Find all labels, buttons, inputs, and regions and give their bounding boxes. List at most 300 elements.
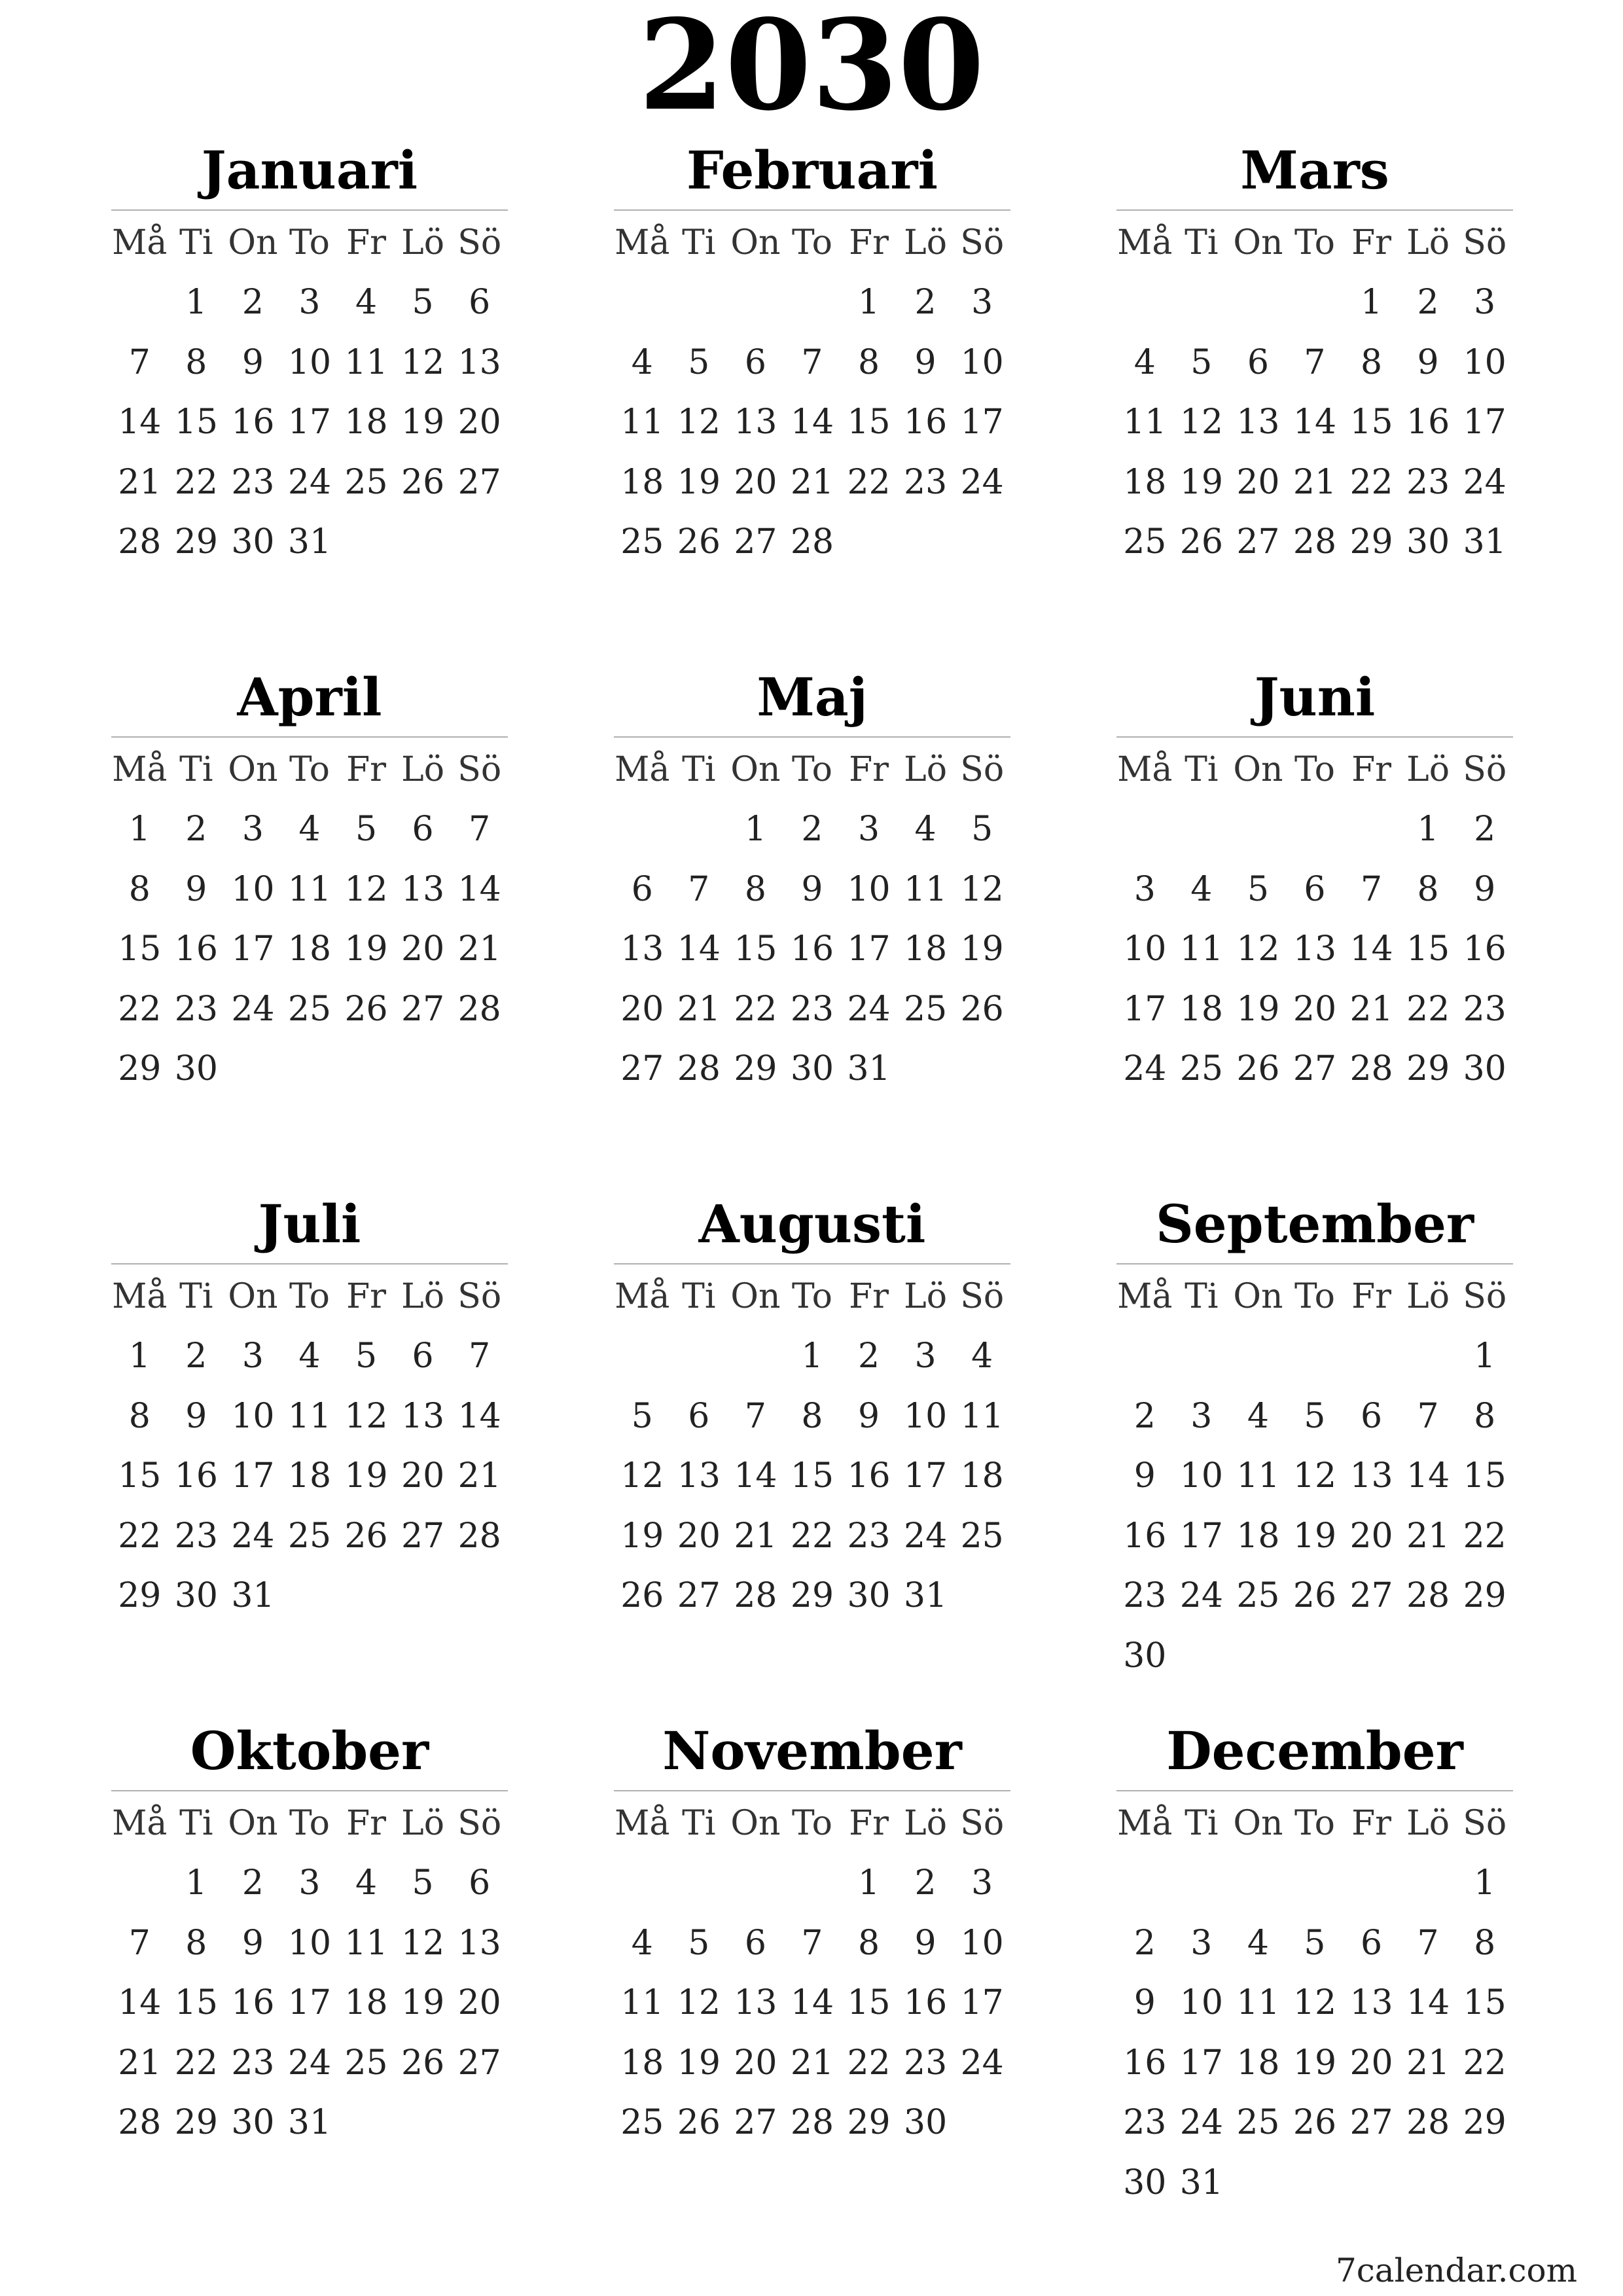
month-divider: [614, 1790, 1010, 1791]
day-cell: 2: [857, 1336, 880, 1376]
day-cell: 16: [174, 1456, 218, 1496]
day-cell: 15: [174, 1983, 218, 2023]
day-cell: 20: [401, 1456, 445, 1496]
day-cell: 13: [401, 1396, 445, 1436]
day-cell: 19: [344, 929, 388, 969]
day-cell: 26: [960, 989, 1004, 1029]
empty-day-cell: [727, 1854, 784, 1914]
day-cell: 12: [401, 342, 445, 382]
month-calendar-table: [614, 213, 1010, 572]
day-cell: 20: [1349, 2043, 1393, 2083]
day-cell: 15: [1349, 403, 1393, 442]
day-cell: 21: [118, 2043, 162, 2083]
day-cell: 20: [1349, 1516, 1393, 1556]
empty-day-cell: [338, 1566, 395, 1626]
empty-day-cell: [1343, 800, 1400, 860]
day-cell: 18: [620, 462, 664, 502]
day-cell: 8: [128, 869, 151, 909]
week-row: [614, 332, 1010, 393]
day-cell: 14: [1293, 403, 1337, 442]
day-cell: 30: [790, 1049, 834, 1089]
week-row: [111, 1327, 508, 1387]
day-cell: 20: [1293, 989, 1337, 1029]
day-cell: 5: [688, 342, 710, 382]
day-cell: 7: [1417, 1396, 1439, 1436]
week-row: [111, 1913, 508, 1973]
day-cell: 6: [412, 810, 434, 850]
day-cell: 24: [960, 462, 1004, 502]
empty-day-cell: [1116, 1854, 1173, 1914]
day-cell: 28: [1349, 1049, 1393, 1089]
day-cell: 19: [1293, 2043, 1337, 2083]
week-row: [614, 1913, 1010, 1973]
weekday-label: To: [791, 223, 832, 262]
weekday-label: Må: [1117, 749, 1173, 789]
day-cell: 7: [801, 342, 823, 382]
month-name: Januari: [201, 139, 418, 201]
month-divider: [1116, 736, 1513, 738]
day-cell: 11: [1179, 929, 1223, 969]
day-cell: 4: [355, 1863, 378, 1903]
day-cell: 20: [677, 1516, 721, 1556]
empty-day-cell: [614, 1327, 671, 1387]
day-cell: 15: [1406, 929, 1450, 969]
day-cell: 9: [185, 1396, 207, 1436]
week-row: [111, 1506, 508, 1566]
day-cell: 13: [734, 403, 777, 442]
day-cell: 12: [344, 869, 388, 909]
month-divider: [111, 1790, 508, 1791]
weekday-label: Ti: [179, 1803, 213, 1843]
empty-day-cell: [1173, 1327, 1230, 1387]
day-cell: 31: [847, 1049, 891, 1089]
weekday-label: Lö: [401, 223, 445, 262]
empty-day-cell: [1343, 1854, 1400, 1914]
empty-day-cell: [451, 1039, 508, 1100]
day-cell: 16: [1123, 1516, 1167, 1556]
week-row: [614, 1446, 1010, 1507]
weekday-label: Lö: [401, 1803, 445, 1843]
day-cell: 2: [801, 810, 823, 850]
day-cell: 6: [688, 1396, 710, 1436]
day-cell: 26: [401, 2043, 445, 2083]
week-row: [111, 859, 508, 920]
day-cell: 2: [914, 283, 936, 323]
week-row: [111, 1973, 508, 2034]
day-cell: 3: [241, 1336, 264, 1376]
week-row: [614, 1854, 1010, 1914]
week-row: [614, 859, 1010, 920]
day-cell: 4: [298, 810, 321, 850]
day-cell: 11: [344, 342, 388, 382]
day-cell: 14: [1406, 1456, 1450, 1496]
week-row: [111, 2093, 508, 2153]
day-cell: 5: [412, 283, 434, 323]
day-cell: 17: [231, 929, 275, 969]
day-cell: 15: [847, 1983, 891, 2023]
day-cell: 31: [904, 1576, 948, 1616]
day-cell: 1: [128, 810, 151, 850]
empty-day-cell: [281, 1039, 338, 1100]
day-cell: 27: [734, 522, 777, 562]
day-cell: 14: [457, 1396, 501, 1436]
month-divider: [614, 1263, 1010, 1265]
day-cell: 5: [1247, 869, 1269, 909]
day-cell: 20: [1236, 462, 1280, 502]
month-calendar-table: [1116, 1793, 1513, 2213]
day-cell: 16: [174, 929, 218, 969]
weekday-label: Må: [615, 223, 670, 262]
empty-day-cell: [954, 1566, 1010, 1626]
weekday-label: On: [730, 223, 781, 262]
year-title: 2030: [638, 0, 985, 138]
empty-day-cell: [954, 512, 1010, 573]
month-name: April: [237, 666, 382, 728]
week-row: [111, 1854, 508, 1914]
month-divider: [111, 209, 508, 211]
day-cell: 11: [287, 1396, 332, 1436]
day-cell: 18: [1236, 2043, 1280, 2083]
weekday-label: Sö: [1463, 1803, 1507, 1843]
empty-day-cell: [1343, 1626, 1400, 1686]
day-cell: 14: [790, 403, 834, 442]
empty-day-cell: [954, 1039, 1010, 1100]
week-row: [1116, 1854, 1513, 1914]
week-row: [614, 800, 1010, 860]
day-cell: 24: [1123, 1049, 1167, 1089]
empty-day-cell: [1230, 1327, 1287, 1387]
day-cell: 6: [744, 342, 766, 382]
empty-day-cell: [671, 1327, 728, 1387]
day-cell: 17: [1463, 403, 1507, 442]
empty-day-cell: [784, 273, 841, 333]
day-cell: 10: [904, 1396, 948, 1436]
week-row: [614, 1566, 1010, 1626]
day-cell: 16: [904, 1983, 948, 2023]
weekday-label: Ti: [682, 1803, 716, 1843]
day-cell: 23: [790, 989, 834, 1029]
day-cell: 8: [1417, 869, 1439, 909]
day-cell: 7: [469, 810, 491, 850]
day-cell: 24: [960, 2043, 1004, 2083]
day-cell: 28: [118, 522, 162, 562]
day-cell: 19: [1236, 989, 1280, 1029]
week-row: [614, 452, 1010, 512]
day-cell: 6: [412, 1336, 434, 1376]
day-cell: 25: [620, 2103, 664, 2143]
weekday-label: Sö: [960, 223, 1005, 262]
day-cell: 11: [287, 869, 332, 909]
month-name: November: [662, 1720, 962, 1782]
day-cell: 18: [1179, 989, 1223, 1029]
day-cell: 24: [287, 2043, 332, 2083]
weekday-label: On: [1233, 1803, 1283, 1843]
month-name: Juni: [1254, 666, 1376, 728]
day-cell: 28: [457, 1516, 501, 1556]
weekday-label: Må: [112, 223, 168, 262]
weekday-label: Må: [112, 1276, 168, 1316]
day-cell: 10: [231, 869, 275, 909]
empty-day-cell: [1287, 1327, 1344, 1387]
week-row: [614, 1386, 1010, 1446]
weekday-label: Fr: [346, 1276, 386, 1316]
day-cell: 23: [1123, 1576, 1167, 1616]
empty-day-cell: [614, 1854, 671, 1914]
day-cell: 11: [620, 403, 664, 442]
week-row: [111, 1386, 508, 1446]
day-cell: 29: [1463, 1576, 1507, 1616]
day-cell: 8: [857, 1923, 880, 1963]
day-cell: 24: [287, 462, 332, 502]
day-cell: 27: [1349, 1576, 1393, 1616]
day-cell: 25: [344, 462, 388, 502]
weekday-label: Fr: [1351, 1276, 1391, 1316]
weekday-label: To: [1294, 749, 1335, 789]
day-cell: 6: [469, 283, 491, 323]
weekday-label: Sö: [1463, 749, 1507, 789]
week-row: [111, 332, 508, 393]
day-cell: 14: [734, 1456, 777, 1496]
month-calendar-table: [1116, 740, 1513, 1099]
day-cell: 4: [971, 1336, 993, 1376]
day-cell: 27: [457, 2043, 501, 2083]
day-cell: 14: [677, 929, 721, 969]
day-cell: 19: [677, 2043, 721, 2083]
day-cell: 19: [1293, 1516, 1337, 1556]
day-cell: 14: [118, 403, 162, 442]
day-cell: 25: [620, 522, 664, 562]
day-cell: 14: [1406, 1983, 1450, 2023]
week-row: [111, 1039, 508, 1100]
empty-day-cell: [395, 1039, 452, 1100]
weekday-label: Lö: [1406, 1803, 1450, 1843]
day-cell: 29: [174, 522, 218, 562]
day-cell: 24: [1179, 2103, 1223, 2143]
month-divider: [1116, 1263, 1513, 1265]
day-cell: 5: [1304, 1396, 1326, 1436]
week-row: [1116, 1386, 1513, 1446]
weekday-label: On: [1233, 749, 1283, 789]
day-cell: 22: [734, 989, 777, 1029]
week-row: [111, 393, 508, 453]
day-cell: 9: [801, 869, 823, 909]
week-row: [1116, 332, 1513, 393]
day-cell: 15: [174, 403, 218, 442]
day-cell: 3: [1190, 1923, 1213, 1963]
day-cell: 3: [971, 283, 993, 323]
empty-day-cell: [614, 800, 671, 860]
week-row: [614, 2093, 1010, 2153]
day-cell: 13: [1236, 403, 1280, 442]
day-cell: 18: [1236, 1516, 1280, 1556]
day-cell: 23: [847, 1516, 891, 1556]
day-cell: 2: [185, 810, 207, 850]
week-row: [614, 979, 1010, 1039]
empty-day-cell: [1287, 2153, 1344, 2213]
weekday-header-row: [614, 213, 1010, 273]
empty-day-cell: [727, 1327, 784, 1387]
day-cell: 4: [355, 283, 378, 323]
day-cell: 30: [1123, 2162, 1167, 2202]
day-cell: 14: [457, 869, 501, 909]
day-cell: 14: [790, 1983, 834, 2023]
day-cell: 20: [734, 462, 777, 502]
weekday-label: Lö: [1406, 749, 1450, 789]
weekday-label: On: [228, 749, 278, 789]
day-cell: 19: [401, 403, 445, 442]
day-cell: 30: [847, 1576, 891, 1616]
day-cell: 10: [1123, 929, 1167, 969]
day-cell: 5: [355, 1336, 378, 1376]
day-cell: 1: [1360, 283, 1383, 323]
weekday-label: On: [1233, 223, 1283, 262]
day-cell: 27: [620, 1049, 664, 1089]
month-name: Februari: [687, 139, 938, 201]
empty-day-cell: [1230, 1854, 1287, 1914]
day-cell: 1: [857, 1863, 880, 1903]
empty-day-cell: [1287, 800, 1344, 860]
day-cell: 8: [801, 1396, 823, 1436]
week-row: [1116, 859, 1513, 920]
day-cell: 19: [960, 929, 1004, 969]
day-cell: 3: [857, 810, 880, 850]
day-cell: 4: [631, 342, 653, 382]
day-cell: 14: [1349, 929, 1393, 969]
day-cell: 29: [1406, 1049, 1450, 1089]
weekday-label: Sö: [960, 749, 1005, 789]
weekday-header-row: [614, 1793, 1010, 1854]
day-cell: 17: [904, 1456, 948, 1496]
day-cell: 3: [914, 1336, 936, 1376]
day-cell: 31: [231, 1576, 275, 1616]
day-cell: 21: [1406, 1516, 1450, 1556]
weekday-label: On: [730, 1803, 781, 1843]
day-cell: 27: [457, 462, 501, 502]
day-cell: 22: [118, 1516, 162, 1556]
day-cell: 25: [1179, 1049, 1223, 1089]
day-cell: 5: [355, 810, 378, 850]
day-cell: 21: [734, 1516, 777, 1556]
weekday-label: Fr: [849, 223, 889, 262]
weekday-label: Ti: [1185, 749, 1219, 789]
month-name: Augusti: [698, 1193, 926, 1255]
weekday-label: Sö: [457, 1276, 502, 1316]
day-cell: 9: [1417, 342, 1439, 382]
day-cell: 27: [1236, 522, 1280, 562]
weekday-label: On: [1233, 1276, 1283, 1316]
weekday-label: Lö: [904, 1803, 948, 1843]
day-cell: 11: [960, 1396, 1004, 1436]
empty-day-cell: [1400, 2153, 1457, 2213]
week-row: [111, 920, 508, 980]
empty-day-cell: [1456, 2153, 1513, 2213]
day-cell: 28: [1406, 2103, 1450, 2143]
day-cell: 6: [631, 869, 653, 909]
week-row: [614, 2033, 1010, 2093]
day-cell: 11: [1236, 1983, 1280, 2023]
day-cell: 27: [734, 2103, 777, 2143]
day-cell: 15: [118, 1456, 162, 1496]
day-cell: 2: [914, 1863, 936, 1903]
day-cell: 13: [1293, 929, 1337, 969]
weekday-label: To: [791, 1803, 832, 1843]
empty-day-cell: [1400, 1327, 1457, 1387]
weekday-label: Må: [615, 1276, 670, 1316]
day-cell: 28: [677, 1049, 721, 1089]
month-name: Maj: [757, 666, 868, 728]
day-cell: 17: [960, 1983, 1004, 2023]
day-cell: 28: [790, 2103, 834, 2143]
day-cell: 13: [1349, 1983, 1393, 2023]
week-row: [614, 1327, 1010, 1387]
week-row: [614, 1506, 1010, 1566]
day-cell: 29: [790, 1576, 834, 1616]
day-cell: 23: [1463, 989, 1507, 1029]
day-cell: 5: [971, 810, 993, 850]
day-cell: 21: [1349, 989, 1393, 1029]
day-cell: 9: [914, 1923, 936, 1963]
day-cell: 28: [457, 989, 501, 1029]
day-cell: 20: [401, 929, 445, 969]
day-cell: 10: [287, 342, 332, 382]
day-cell: 29: [118, 1576, 162, 1616]
month-divider: [111, 736, 508, 738]
day-cell: 3: [971, 1863, 993, 1903]
day-cell: 21: [790, 2043, 834, 2083]
weekday-label: Ti: [682, 1276, 716, 1316]
day-cell: 25: [960, 1516, 1004, 1556]
week-row: [111, 2033, 508, 2093]
day-cell: 15: [847, 403, 891, 442]
day-cell: 23: [904, 462, 948, 502]
day-cell: 16: [1406, 403, 1450, 442]
empty-day-cell: [224, 1039, 281, 1100]
weekday-label: Ti: [1185, 1803, 1219, 1843]
day-cell: 27: [1293, 1049, 1337, 1089]
empty-day-cell: [451, 1566, 508, 1626]
month-divider: [614, 736, 1010, 738]
day-cell: 2: [1133, 1923, 1156, 1963]
day-cell: 14: [118, 1983, 162, 2023]
empty-day-cell: [338, 1039, 395, 1100]
weekday-label: Sö: [457, 1803, 502, 1843]
day-cell: 8: [128, 1396, 151, 1436]
day-cell: 7: [1304, 342, 1326, 382]
day-cell: 25: [287, 989, 332, 1029]
weekday-label: On: [228, 1276, 278, 1316]
month-calendar-table: [111, 740, 508, 1099]
weekday-header-row: [111, 1793, 508, 1854]
day-cell: 13: [1349, 1456, 1393, 1496]
day-cell: 26: [344, 1516, 388, 1556]
empty-day-cell: [281, 1566, 338, 1626]
day-cell: 3: [298, 283, 321, 323]
empty-day-cell: [840, 512, 897, 573]
empty-day-cell: [897, 512, 954, 573]
weekday-label: Må: [1117, 223, 1173, 262]
day-cell: 7: [128, 1923, 151, 1963]
day-cell: 17: [1123, 989, 1167, 1029]
weekday-label: Lö: [401, 749, 445, 789]
day-cell: 4: [631, 1923, 653, 1963]
day-cell: 18: [287, 1456, 332, 1496]
day-cell: 12: [620, 1456, 664, 1496]
weekday-label: To: [289, 749, 330, 789]
day-cell: 27: [401, 989, 445, 1029]
empty-day-cell: [671, 1854, 728, 1914]
day-cell: 31: [287, 522, 332, 562]
day-cell: 22: [1463, 2043, 1507, 2083]
